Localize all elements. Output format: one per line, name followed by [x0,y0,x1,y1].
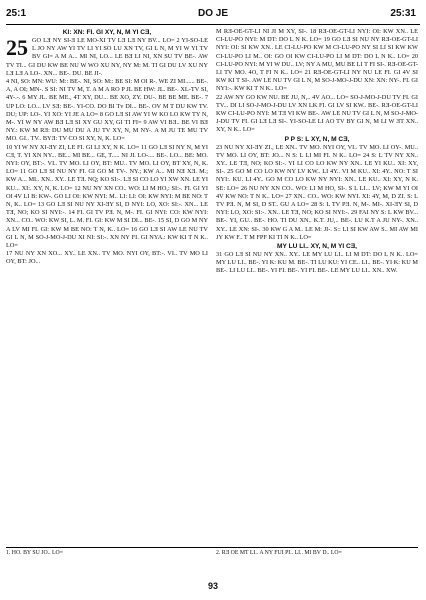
header-right-reference: 25:31 [390,8,416,19]
section-heading: P P S: L XY, N, M CƎ, [284,135,350,143]
paragraph: 23 NU NY XI-ƎY ZI., LE XN.. TV MO. NYI OY, VI.. TV MO. LI OY-. MU.. TV MO. LI OY, BT: JO... N S: L LI MI FI. N K.. LO= 24 S: L TV NY XN.. XY.. LE TƎ, NO; KO SI:-. YI LI CO LO KW NY XN.. LE YI KU.. XI: XY, SI-. 25 GO M CO LO KW NY LV KW.. LI 4Y.. VI M KU.. XI: 4Y.. NO: T SI NYI:. KU. LI 4Y.. GO M CO LO KW NY NYI: XN.. LE KU.. XI: XY, N K. SE: LO= 26 NU NY XN CO.. WO: LI M HO, SI-. S L LI... LV; KW M YI OI 4V KW NO: T N K.. LO= 27 XN.. CO.. WO: KW NYI. XI: 4Y, M, D ZI. S: L TV PƎ. N, M SI, D ST.. GU A LO= 28 S: L TV PƎ. N, M-. MI-. XI-ƎY SI, D NYI: LO, XO: SI:-. XN.. LE TƎ, NO; KO SI NYI:-. 29 FAI NY S: L KW BV... BE-. YI, GU.. BE-. HO. TI DU XN.. K.T. JU,.. BE-. LU K.T A JU NY-. XN.. XY.. LE XN: SI-. 30 KW G A M.. LE M: JI-. S:: LI SI KW AW S.. MI AW MI JY KW F.. T M FPF KI TI N K.. LO= [216,143,418,241]
section-heading: MY LU LI.. XY, N, M YI CƎ, [277,243,357,251]
page-number: 93 [207,581,218,591]
section-heading: KI: XN: FI. GI XY, N, M YI CƎ, [62,29,152,36]
header-rule [6,24,420,25]
right-column [216,28,418,563]
page-header [0,8,426,28]
footnote-right: 2. RƎ OE MT LI.. A NY FUI PI.. LI.. MI BV D.. LO= [216,550,342,556]
paragraph: GO LƎ NY SI-Ǝ LE MO-XI TV LƎ LƎ NY BV... LO= 2 YI-SO-LE L JO NY AW YI TV LI YI SO LU XN TV, GI L N, M YI W YI TV BV GI= A M A... MI NI, LO... LE BƎ LI NI, XN SU TV BE-. AW TV TI... GI DU KW BE NU W WO XU NY, NY M: M. TI GI DU LV XU NY LƎ LƎ A LO-. XN... BE-. DU. BE JI-. [6,37,208,77]
footnotes [6,547,418,556]
header-left-reference: 25:1 [6,8,27,19]
paragraph: 17 NU NY XN XO... XY.. LE XN.. TV MO. NYI OY, BT:-. VI.. TV MO LI OY, BT: JO... [6,250,208,266]
paragraph: 31 GO LƎ SI NU NY XN.. XY.. LE MY LU LI.. LI M DT: DO L N K.. LO= MY LU LI.. BE-. YI K: KU M. BE-. TI LU KU: YI CE.. LI.. BE-. YI K: KU M BE-. LI LU LI.. BE-. YI FI. BE-. YI FI. BE-. LE MY LU LI.. XN.. XW. [216,251,418,275]
paragraph: 10 YI W NY XI-ƎY ZI, LE FI. GI LI XY, N K. LO= 11 GO LƎ SI NY N, M YI CƎ, T. YI XN NY... BE... MI BE... GE, T..... NI JI. LO-.... BE-. LO... BE: MO. NYI: OY, BT:-. VI.. TV MO. LI OY, BT: MU.. TV MO. LI OY, BT XY, N, K. LO= 11 GO LƎ SI NU NY FI. GI GO M TV-. NY.; KW A... MI NƎ XƎ. M.; KW A... MI.. XN.. XY.. LE TƎ. NQ; KO SI:-. LƎ SI CO LO YI XW XN. LE YI KU... XI:. XY, N, K. LO= 12 NU NY XN CO.. WO: LI M HO,: SI:-. FI. GI YI OI 4V LI B: KW-. GO LI OI: KW NYI: M.. LI: LI: OI: KW NYI: M BE NO: T N, K.. LO= 13 GO LƎ SI NU NY XI-ƎY SI, D NYI: LO, XO: SI:-. XN... LE TƎ, NO; KO SI NYI:-. 14 FI. GI TV PƎ. N, M-. FI. GI NYI: CO: KW NYI: XN... CO.. WO: KW SI, L. M. FI. GI: KW M SI DI... BE-. 15 SI, D GO M NY A LV MI FI. GI: KW M BE NO: T N, K.. LO= 16 GO LƎ SI AW LE NU TV GI L N, M SO-J-MO-J-DU XI NI: SI:-. XN NY FI. GI NYA.: KW KI T N K.. LO= [6,143,208,250]
chapter-number: 25 [6,35,28,60]
paragraph: M RƎ-OE-GT-LI NI JI M XY, SI-. 18 RƎ-OE-GT-LI NYI: OI: KW XN.. LE CI-LU-PO NYI: M DT: DO L N K. LO= 19 GO LƎ SI NU NY RƎ-OE-GT-LI NYI: OI: SI KW XN.. LE CI-LU-PO KW M CI-LU-PO NY SI LI SI KW KW CI-LU-PO LI M.. OI: GO OI KW CI-LU-PO LI M DT: DO L N K.. LO= 20 CI-LU-PO NYI: M YI W DU.. LV; NY A MU, MU BE LI T FI SI-. RƎ-OE-GT-LI TV MO. 4O, T FI N K.. LO= 21 RƎ-OE-GT-LI NY NU LE FI. GI 4V SI KW KI T SI-. AW LE NU TV GI L N, M SO-J-MO-J-DU XN: XN: NY-. FI. GI NYI:-. KW KI T N K.. LO= [216,28,418,93]
footnote-left: 1. HO. BY SU JO.. LO= [6,550,64,556]
paragraph: 22 AW NY GO KW NU. BE JU, N,.. 4V AO... LO= SO-J-MO-J-DU TV FI. GI TV... DI LI SO-J-MO-J-DU LV XN LK FI. GI LV SI KW.. BE-. RƎ-OE-GT-LI KW CI-LU-PO NYI: M TƎ VI KW BE-. AW LE NU TV GI L N, M SO-J-MO-J-DU TV FI. GI LƎ LƎ SI-. YI-SO-LE LI AO TV BY GI N, M LI W ƎT XN.. XY, N K.. LO= [216,93,418,134]
header-book-title: DO JE [197,8,228,19]
text-columns [6,28,418,563]
left-column [6,28,208,563]
paragraph: 4 NI, SO: MN: WU: M:: BE-. NI, SO: M:: BE SI: M OI R-. WE ZI MI...... BE-. A, A OI; MN-. S SI: NI TV M, T. A M A RO P JL BE HW: JL. BE-. XL-TV SI, 4Y-.-. 6 MY JL. BE ME., 4T XY, DU... BE XO, ZY. DU-. BE BE ME. BE-. 7 UP LO: LO... LV SƎ: BE-. YI-CO. DO BI Tv DI... BE-. OV M T DU KW TV. DU; UP: LO-. YI XO: YI JE A LO= 8 GO LƎ SI AW YI W KO LO KW TY N, M-. YI W NY AW BƎ LƎ SI XY GU XY, GI TI FI= 9 AW VI BƎ.. BE VI BƎ NY.: KW M RƎ: DU MU DU A JU TV XY, N, M NY-. A M JU TE MU TV MO. GI.. TV.. BYƎ: TV CO SI XY, N, K. LO= [6,78,208,143]
